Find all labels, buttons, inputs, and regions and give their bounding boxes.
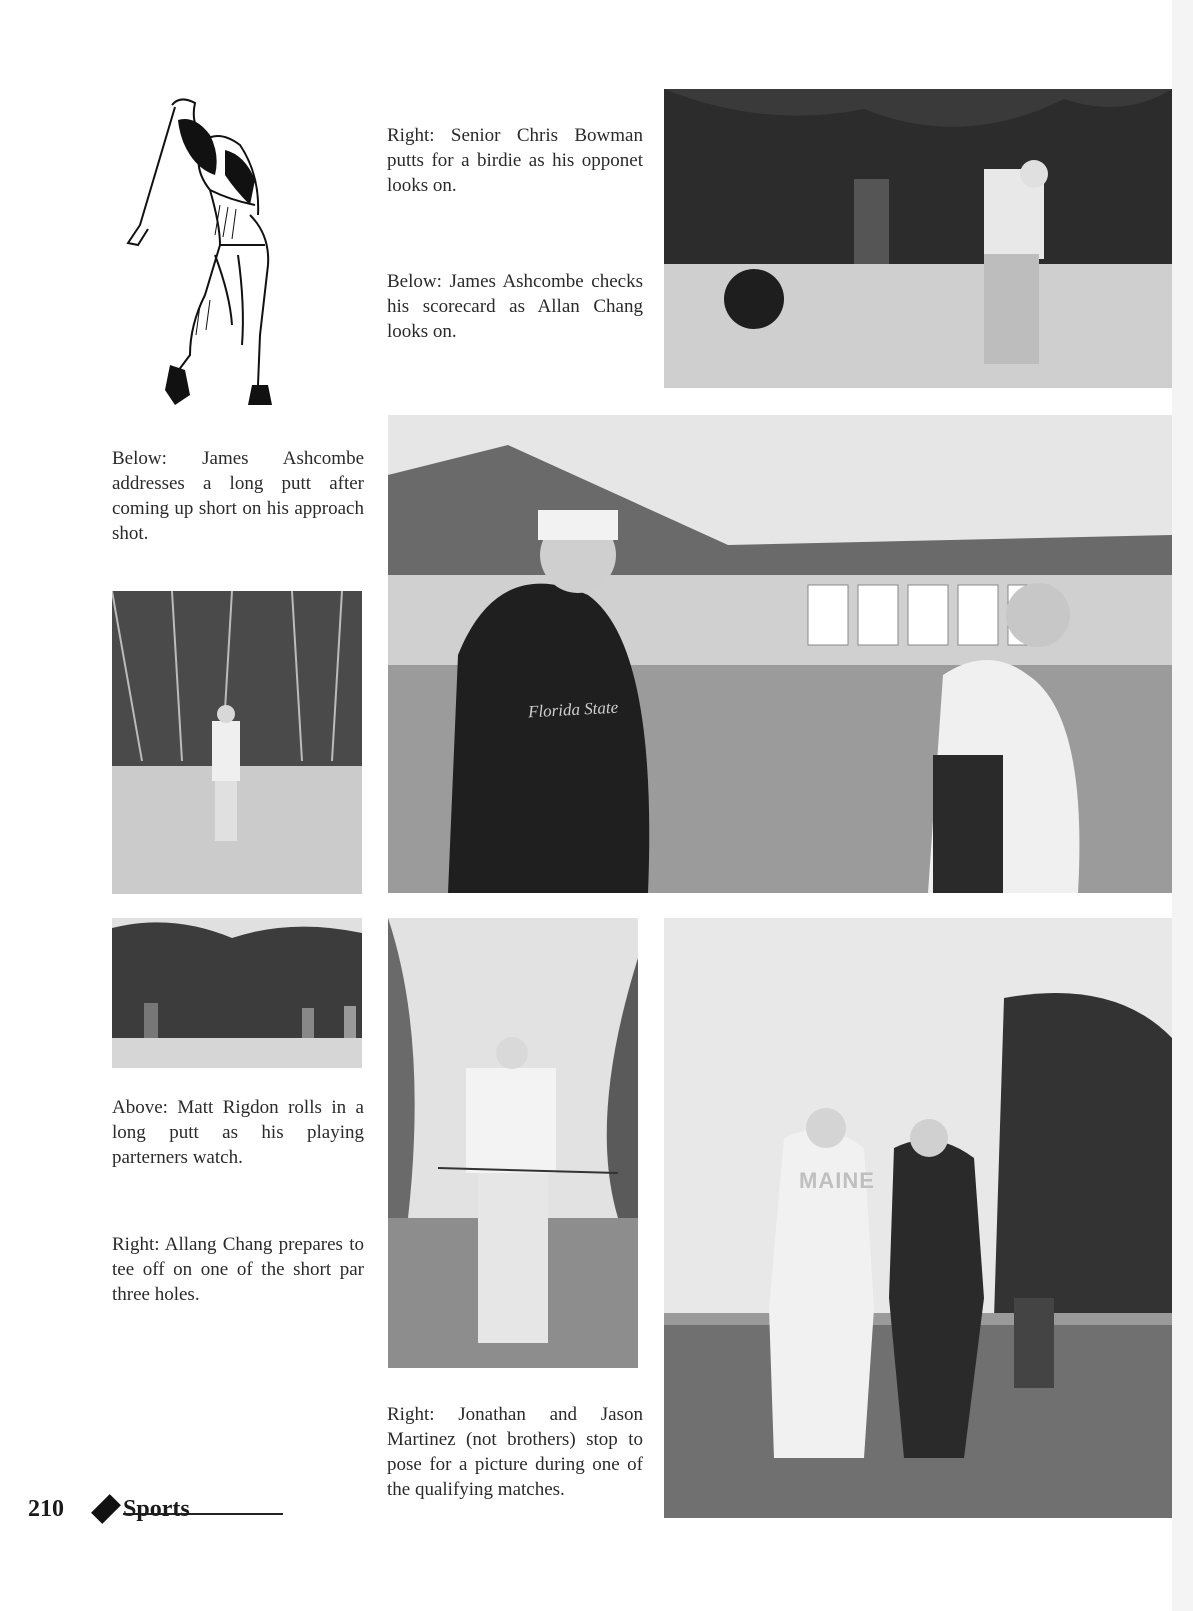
caption-scorecard: Below: James Ashcombe checks his scorecard as Allan Chang looks on.	[387, 271, 643, 342]
photo-chang-tee-off	[388, 918, 638, 1368]
caption-rigdon: Above: Matt Rigdon rolls in a long putt as his playing parterners watch.	[112, 1097, 364, 1168]
page-edge-shadow	[1172, 0, 1193, 1611]
caption-martinez: Right: Jonathan and Jason Martinez (not brothers) stop to pose for a picture during one of the qualifying matches.	[387, 1404, 643, 1500]
golfer-swing-illustration	[120, 95, 320, 425]
caption-bowman: Right: Senior Chris Bowman putts for a birdie as his opponet looks on.	[387, 125, 643, 196]
sweatshirt-text-florida-state: Florida State	[527, 697, 619, 722]
sweatshirt-text-maine: MAINE	[799, 1168, 875, 1193]
page-footer	[28, 1493, 268, 1533]
photo-bowman-putting	[664, 89, 1172, 388]
photo-ashcombe-putting	[112, 591, 362, 894]
photo-martinez-pose	[664, 918, 1172, 1518]
caption-ashcombe-putt: Below: James Ashcombe addresses a long putt after coming up short on his approach shot.	[112, 448, 364, 544]
photo-rigdon-putting	[112, 918, 362, 1068]
section-label: Sports	[123, 1496, 190, 1522]
caption-chang-tee: Right: Allang Chang prepares to tee off on one of the short par three holes.	[112, 1234, 364, 1305]
diamond-ornament-icon	[91, 1494, 121, 1524]
photo-clubhouse-pair	[388, 415, 1172, 893]
page-number: 210	[28, 1496, 64, 1522]
